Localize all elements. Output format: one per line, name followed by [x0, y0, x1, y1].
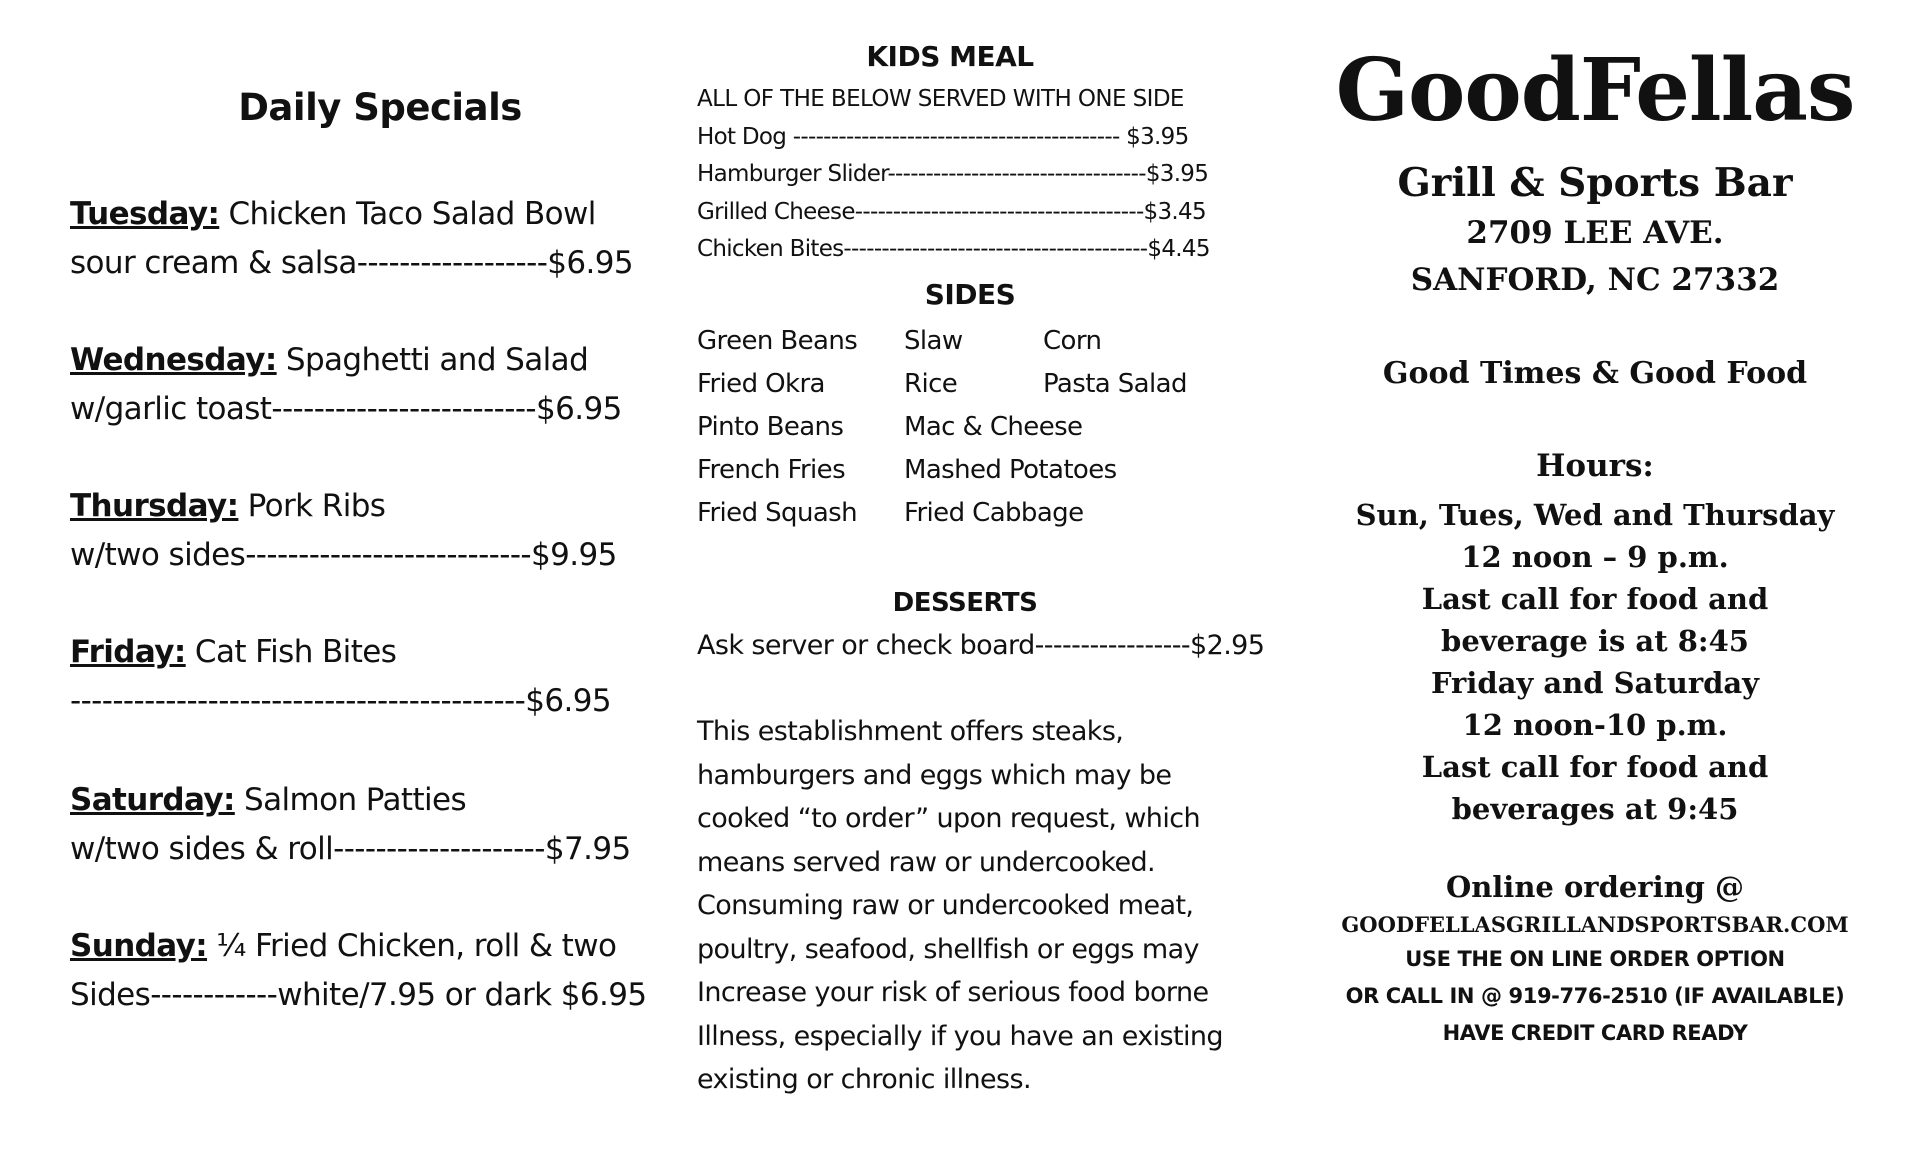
- disclaimer-line: cooked “to order” upon request, which: [697, 803, 1200, 834]
- kids-meal-item: Hot Dog ------------------------------------------- $3.95: [697, 124, 1189, 150]
- special-friday: [70, 628, 670, 726]
- special-day: Thursday:: [70, 488, 239, 524]
- special-name: Salmon Patties: [234, 782, 467, 818]
- special-saturday: [70, 776, 670, 874]
- special-detail: w/garlic toast-------------------------$6.95: [70, 391, 622, 427]
- side-item: Pasta Salad: [1043, 369, 1187, 399]
- kids-meal-title: KIDS MEAL: [866, 40, 1034, 73]
- dessert-item: Ask server or check board-----------------$2.95: [697, 630, 1265, 661]
- side-item: Fried Cabbage: [904, 498, 1084, 528]
- kids-meal-item: Hamburger Slider----------------------------------$3.95: [697, 161, 1209, 187]
- hours-block: [1300, 494, 1890, 830]
- side-item: French Fries: [697, 455, 846, 485]
- daily-specials-title: Daily Specials: [238, 86, 522, 129]
- side-item: Fried Squash: [697, 498, 857, 528]
- disclaimer-line: Increase your risk of serious food borne: [697, 977, 1209, 1008]
- special-sunday: [70, 922, 670, 1020]
- hours-line: Last call for food and: [1421, 750, 1769, 784]
- side-item: Corn: [1043, 326, 1102, 356]
- online-order-note: USE THE ON LINE ORDER OPTION: [1405, 947, 1785, 971]
- call-in-note: OR CALL IN @ 919-776-2510 (IF AVAILABLE): [1345, 984, 1845, 1008]
- special-name: Pork Ribs: [238, 488, 386, 524]
- special-day: Friday:: [70, 634, 186, 670]
- side-item: Slaw: [904, 326, 963, 356]
- special-day: Sunday:: [70, 928, 208, 964]
- tagline: Good Times & Good Food: [1382, 356, 1808, 391]
- kids-meal-item: Chicken Bites----------------------------------------$4.45: [697, 236, 1210, 262]
- disclaimer-line: This establishment offers steaks,: [697, 716, 1124, 747]
- address-city: SANFORD, NC 27332: [1410, 262, 1780, 298]
- side-item: Fried Okra: [697, 369, 825, 399]
- special-thursday: [70, 482, 670, 580]
- hours-line: Sun, Tues, Wed and Thursday: [1355, 498, 1835, 532]
- disclaimer-line: poultry, seafood, shellfish or eggs may: [697, 933, 1199, 965]
- special-day: Saturday:: [70, 782, 235, 818]
- hours-line: Friday and Saturday: [1430, 666, 1760, 700]
- restaurant-name: GoodFellas: [1335, 40, 1855, 141]
- side-item: Pinto Beans: [697, 412, 844, 442]
- website-link[interactable]: GOODFELLASGRILLANDSPORTSBAR.COM: [1341, 912, 1849, 937]
- kids-meal-item: Grilled Cheese--------------------------------------$3.45: [697, 199, 1206, 225]
- disclaimer-line: Consuming raw or undercooked meat,: [697, 890, 1194, 921]
- credit-card-note: HAVE CREDIT CARD READY: [1442, 1021, 1748, 1045]
- side-item: Rice: [904, 369, 958, 399]
- special-day: Wednesday:: [70, 342, 277, 378]
- special-day: Tuesday:: [70, 196, 220, 232]
- disclaimer-line: existing or chronic illness.: [697, 1064, 1031, 1095]
- disclaimer-line: Illness, especially if you have an existing: [697, 1020, 1223, 1052]
- special-detail: sour cream & salsa------------------$6.95: [70, 245, 634, 281]
- special-detail: w/two sides & roll--------------------$7.95: [70, 831, 631, 867]
- disclaimer-line: hamburgers and eggs which may be: [697, 759, 1172, 791]
- side-item: Mashed Potatoes: [904, 455, 1117, 485]
- disclaimer-line: means served raw or undercooked.: [697, 846, 1155, 878]
- food-safety-disclaimer: [697, 710, 1223, 1102]
- special-name: ¼ Fried Chicken, roll & two: [207, 928, 617, 964]
- hours-title: Hours:: [1536, 448, 1654, 484]
- hours-line: 12 noon – 9 p.m.: [1461, 540, 1729, 574]
- special-tuesday: [70, 190, 670, 288]
- side-item: Green Beans: [697, 326, 858, 356]
- desserts-title: DESSERTS: [892, 588, 1038, 618]
- special-detail: w/two sides---------------------------$9.95: [70, 537, 617, 573]
- side-item: Mac & Cheese: [904, 412, 1083, 442]
- hours-line: beverage is at 8:45: [1441, 624, 1749, 658]
- special-name: Spaghetti and Salad: [276, 342, 589, 378]
- special-name: Chicken Taco Salad Bowl: [219, 196, 596, 232]
- online-ordering-title: Online ordering @: [1445, 870, 1745, 904]
- hours-line: Last call for food and: [1421, 582, 1769, 616]
- special-name: Cat Fish Bites: [185, 634, 397, 670]
- address-street: 2709 LEE AVE.: [1466, 215, 1724, 251]
- kids-meal-note: ALL OF THE BELOW SERVED WITH ONE SIDE: [697, 86, 1184, 112]
- sides-title: SIDES: [924, 278, 1016, 311]
- special-detail: Sides------------white/7.95 or dark $6.95: [70, 977, 647, 1013]
- special-detail: -------------------------------------------$6.95: [70, 683, 611, 719]
- hours-line: 12 noon-10 p.m.: [1462, 708, 1728, 742]
- restaurant-subtitle: Grill & Sports Bar: [1397, 160, 1793, 206]
- hours-line: beverages at 9:45: [1451, 792, 1739, 826]
- special-wednesday: [70, 336, 670, 434]
